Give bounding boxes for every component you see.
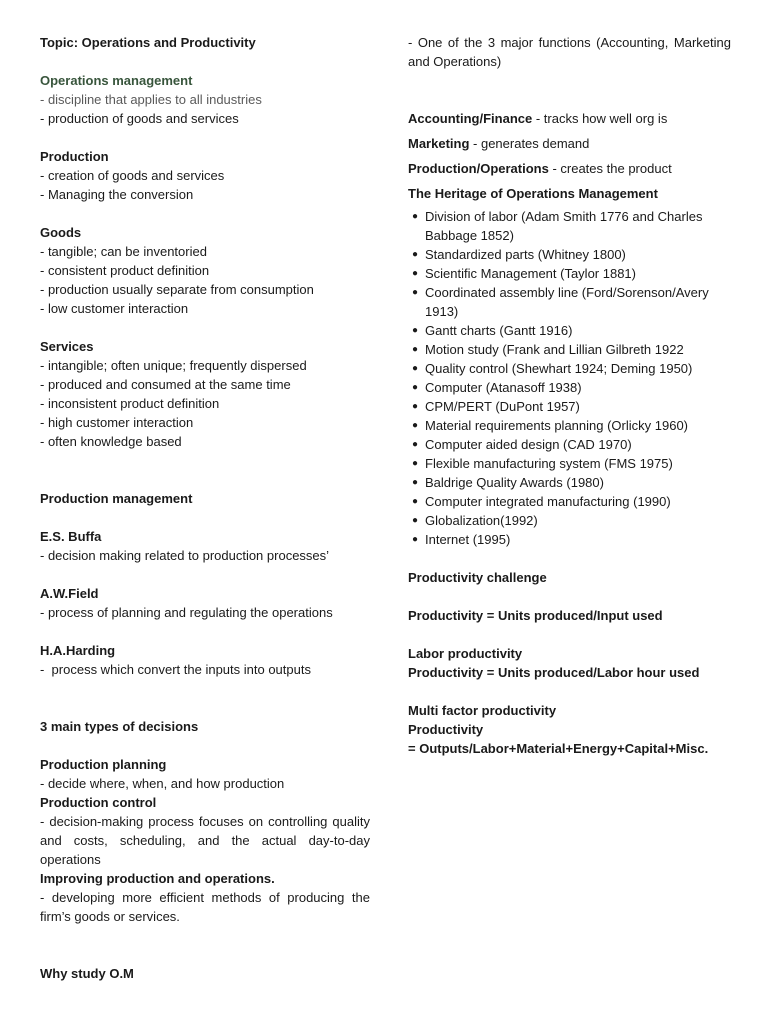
improving-definition: - developing more efficient methods of producing the firm’s goods or services. [40,890,370,924]
heritage-item: ● CPM/PERT (DuPont 1957) [408,397,731,416]
marketing-label: Marketing [408,136,470,151]
marketing-line [408,134,731,153]
heritage-item: ● Internet (1995) [408,530,731,549]
production-heading: Production [40,149,109,164]
multifactor-formula: = Outputs/Labor+Material+Energy+Capital+Misc. [408,741,709,756]
heritage-item: ● Gantt charts (Gantt 1916) [408,321,731,340]
goods-item: - low customer interaction [40,301,189,316]
accounting-line [408,109,731,128]
control-definition: - decision-making process focuses on controlling quality and costs, scheduling, and the actual day-to-day operations [40,814,370,867]
heritage-item: ● Computer aided design (CAD 1970) [408,435,731,454]
heritage-item: ● Computer (Atanasoff 1938) [408,378,731,397]
heritage-item: ● Quality control (Shewhart 1924; Deming 1950) [408,359,731,378]
buffa-definition: - decision making related to production processes’ [40,548,330,563]
heritage-item: ● Coordinated assembly line (Ford/Sorenson/Avery 1913) [408,283,731,321]
accounting-text: - tracks how well org is [532,111,668,126]
harding-definition: - process which convert the inputs into outputs [40,662,311,677]
heritage-item: ● Scientific Management (Taylor 1881) [408,264,731,283]
field-heading: A.W.Field [40,586,99,601]
goods-item: - tangible; can be inventoried [40,244,207,259]
labor-productivity-formula: Productivity = Units produced/Labor hour used [408,665,700,680]
services-item: - inconsistent product definition [40,396,220,411]
field-definition: - process of planning and regulating the operations [40,605,333,620]
heritage-item: ● Material requirements planning (Orlicky 1960) [408,416,731,435]
services-heading: Services [40,339,94,354]
goods-item: - consistent product definition [40,263,210,278]
planning-definition: - decide where, when, and how production [40,776,285,791]
services-item: - high customer interaction [40,415,194,430]
buffa-heading: E.S. Buffa [40,529,102,544]
heritage-item: ● Baldrige Quality Awards (1980) [408,473,731,492]
planning-heading: Production planning [40,757,167,772]
production-management-heading: Production management [40,491,193,506]
heritage-item: ● Division of labor (Adam Smith 1776 and Charles Babbage 1852) [408,207,731,245]
ops-item: - discipline that applies to all industries [40,92,262,107]
marketing-text: - generates demand [469,136,590,151]
ops-item: - production of goods and services [40,111,239,126]
heritage-item: ● Computer integrated manufacturing (1990) [408,492,731,511]
why-study-heading: Why study O.M [40,966,134,981]
goods-item: - production usually separate from consumption [40,282,314,297]
multifactor-heading: Multi factor productivity [408,703,557,718]
heritage-item: ● Globalization(1992) [408,511,731,530]
heritage-item: ● Standardized parts (Whitney 1800) [408,245,731,264]
production-item: - creation of goods and services [40,168,225,183]
improving-heading: Improving production and operations. [40,871,275,886]
goods-heading: Goods [40,225,82,240]
production-ops-text: - creates the product [548,161,672,176]
services-item: - intangible; often unique; frequently dispersed [40,358,307,373]
production-ops-label: Production/Operations [408,161,549,176]
left-column [40,33,370,983]
right-column [408,33,731,758]
production-item: - Managing the conversion [40,187,194,202]
heritage-list [408,207,731,549]
decisions-heading: 3 main types of decisions [40,719,199,734]
production-ops-line [408,159,731,178]
functions-intro: - One of the 3 major functions (Accounting, Marketing and Operations) [408,35,731,69]
accounting-label: Accounting/Finance [408,111,533,126]
labor-productivity-heading: Labor productivity [408,646,523,661]
heritage-item: ● Motion study (Frank and Lillian Gilbreth 1922 [408,340,731,359]
heritage-heading: The Heritage of Operations Management [408,186,658,201]
ops-management-heading: Operations management [40,73,193,88]
harding-heading: H.A.Harding [40,643,116,658]
services-item: - produced and consumed at the same time [40,377,291,392]
productivity-formula: Productivity = Units produced/Input used [408,608,663,623]
heritage-item: ● Flexible manufacturing system (FMS 1975) [408,454,731,473]
multifactor-label: Productivity [408,722,484,737]
topic-title: Topic: Operations and Productivity [40,35,256,50]
control-heading: Production control [40,795,157,810]
productivity-challenge-heading: Productivity challenge [408,570,547,585]
services-item: - often knowledge based [40,434,182,449]
